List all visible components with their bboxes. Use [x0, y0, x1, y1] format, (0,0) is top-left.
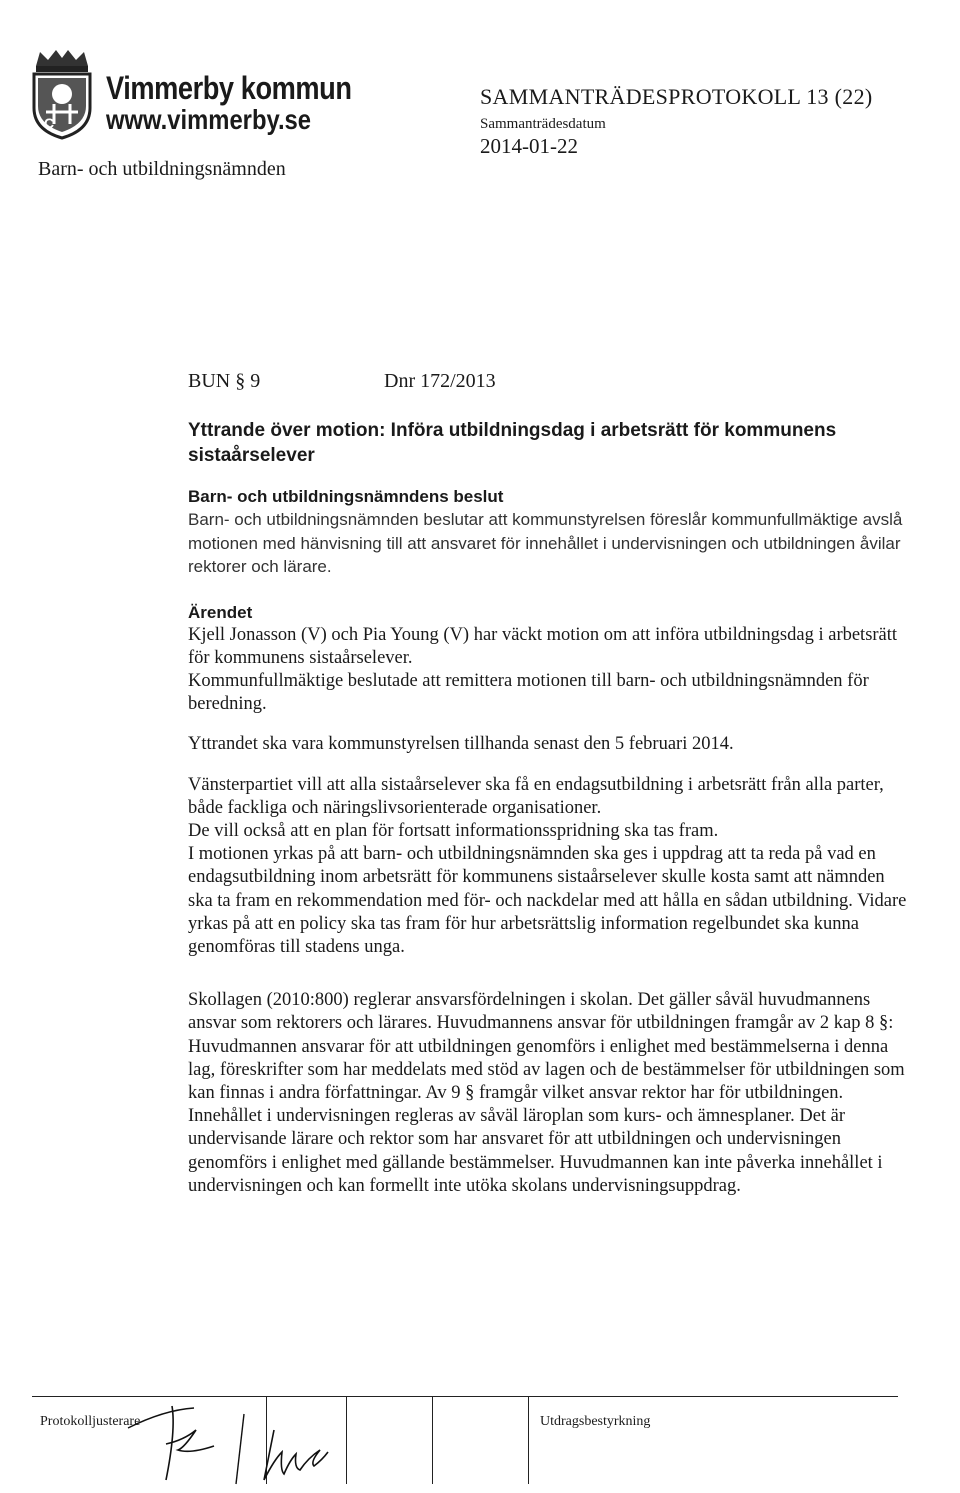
case-heading: Ärendet: [188, 602, 253, 622]
case-paragraph: Vänsterpartiet vill att alla sistaårselever ska få en endagsutbildning i arbetsrätt från alla parter, både fackliga och näringslivsorienterade organisationer.: [188, 774, 884, 818]
registration-number: Dnr 172/2013: [384, 370, 496, 392]
decision-text: Barn- och utbildningsnämnden beslutar att kommunstyrelsen föreslår kommunfullmäktige avslå motionen med hänvisning till att ansvaret för innehållet i undervisningen och utbildningen åvilar rektorer och lärare.: [188, 510, 903, 576]
svg-text:C: C: [44, 115, 55, 131]
document-header: [22, 48, 942, 188]
protocol-title: SAMMANTRÄDESPROTOKOLL 13 (22): [480, 84, 873, 109]
section-number: BUN § 9: [188, 370, 261, 392]
committee-name: Barn- och utbildningsnämnden: [38, 158, 286, 180]
meeting-date-label: Sammanträdesdatum: [480, 116, 606, 132]
document-title: Yttrande över motion: Införa utbildningsdag i arbetsrätt för kommunens sistaårselever: [188, 420, 837, 466]
protocol-adjusters-label: Protokolljusterare: [40, 1414, 141, 1429]
case-paragraph: Yttrandet ska vara kommunstyrelsen tillhanda senast den 5 februari 2014.: [188, 734, 734, 755]
case-paragraph: Kjell Jonasson (V) och Pia Young (V) har väckt motion om att införa utbildningsdag i arbetsrätt för kommunens sistaårselever.: [188, 624, 898, 668]
extract-certification-label: Utdragsbestyrkning: [540, 1414, 651, 1429]
signature-footer: [32, 1396, 898, 1484]
municipality-name: Vimmerby kommun: [106, 70, 352, 106]
case-paragraph: I motionen yrkas på att barn- och utbildningsnämnden ska ges i uppdrag att ta reda på vad en endagsutbildning inom arbetsrätt för kommunens sistaårselever skulle kosta samt att nämnden ska ta fram en rekommendation med för- och nackdelar med att hålla en sådan utbildning. Vidare yrkas på att en policy ska tas fram för hur arbetsrättslig information regelbundet ska kunna genomföras till stadens unga.: [188, 844, 907, 957]
case-paragraph: Kommunfullmäktige beslutade att remittera motionen till barn- och utbildningsnämnden för beredning.: [188, 670, 869, 715]
decision-heading: Barn- och utbildningsnämndens beslut: [188, 487, 504, 506]
section-reference: [188, 370, 496, 393]
signature-icon: [124, 1400, 364, 1486]
signature-box-divider: [432, 1396, 433, 1484]
meeting-date: 2014-01-22: [480, 134, 578, 158]
case-paragraph: De vill också att en plan för fortsatt informationsspridning ska tas fram.: [188, 820, 719, 841]
case-paragraph: Skollagen (2010:800) reglerar ansvarsfördelningen i skolan. Det gäller såväl huvudmannens ansvar som rektorers och lärares. Huvudmannens ansvar för utbildningen framgår av 2 kap 8 §: Huvudmannen ansvarar för att utbildningen genomförs i enlighet med bestämmelserna i denna lag, föreskrifter som har meddelats med stöd av lagen och de bestämmelser för utbildningen som kan finnas i andra författningar. Av 9 § framgår vilket ansvar rektor har för utbildningen. Innehållet i undervisningen regleras av såväl läroplan som kurs- och ämnesplaner. Det är undervisande lärare och rektor som har ansvaret för att utbildningen och undervisningen genomförs i enlighet med gällande bestämmelser. Huvudmannen kan inte påverka innehållet i undervisningen och kan formellt inte utöka skolans undervisningsuppdrag.: [188, 990, 905, 1196]
document-body: [188, 418, 908, 1198]
municipality-url[interactable]: www.vimmerby.se: [106, 104, 312, 135]
signature-box-divider: [528, 1396, 529, 1484]
coat-of-arms-icon: [26, 48, 98, 140]
